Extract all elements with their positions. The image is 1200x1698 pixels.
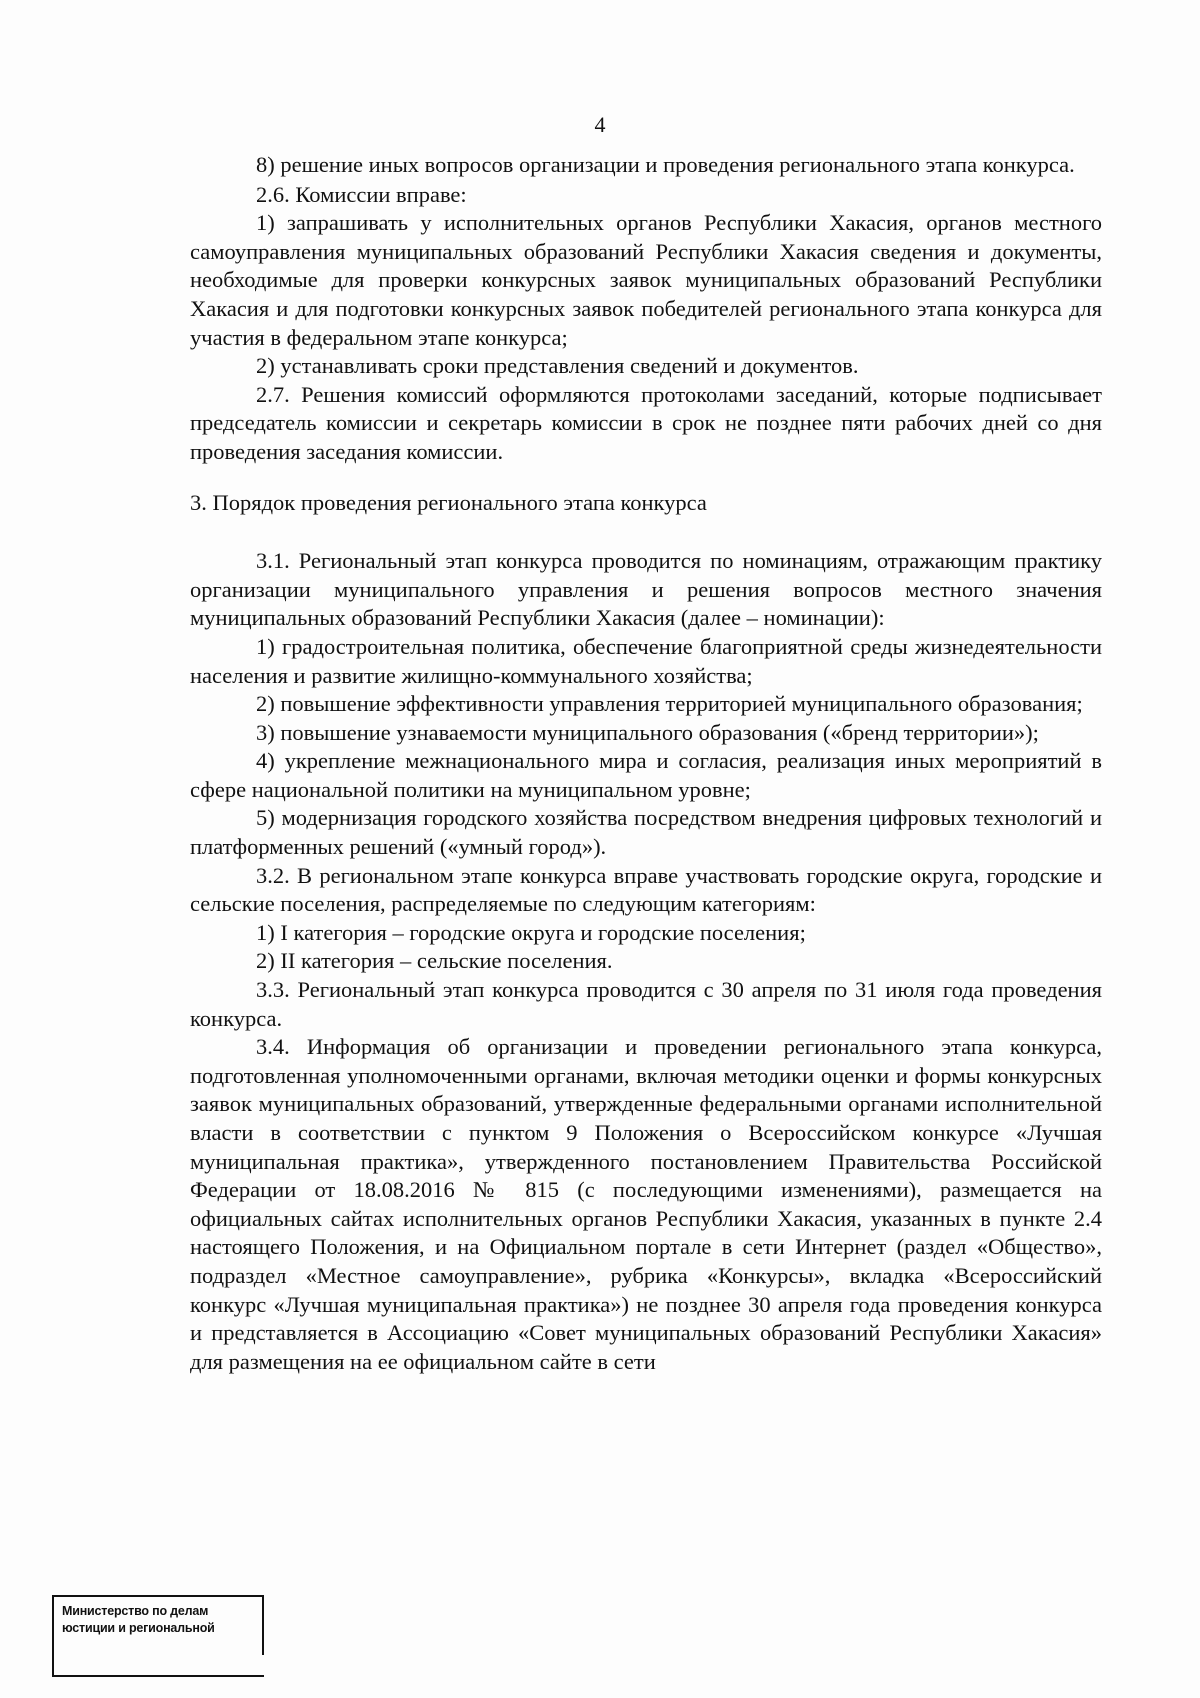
paragraph-2-7: 2.7. Решения комиссий оформляются протоколами заседаний, которые подписывает председатель комиссии и секретарь комиссии в срок не позднее пяти рабочих дней со дня проведения заседания комиссии. <box>190 381 1102 464</box>
page-number: 4 <box>594 112 606 137</box>
paragraph-item-8: 8) решение иных вопросов организации и проведения регионального этапа конкурса. <box>256 152 1075 177</box>
stamp-line-2: юстиции и региональной <box>62 1621 215 1635</box>
paragraph-3-1: 3.1. Региональный этап конкурса проводится по номинациям, отражающим практику организации муниципального управления и решения вопросов местного значения муниципальных образований Республики Хакасия (далее – номинации): <box>190 548 1102 631</box>
document-body <box>190 151 1102 1376</box>
paragraph-2-6-item-1: 1) запрашивать у исполнительных органов Республики Хакасия, органов местного самоуправления муниципальных образований Республики Хакасия сведения и документы, необходимые для проверки конкурсных заявок муниципальных образований Республики Хакасия и для подготовки конкурсных заявок победителей регионального этапа конкурса для участия в федеральном этапе конкурса; <box>190 210 1102 350</box>
paragraph-3-3: 3.3. Региональный этап конкурса проводится с 30 апреля по 31 июля года проведения конкурса. <box>190 977 1102 1031</box>
ministry-stamp <box>52 1595 264 1677</box>
paragraph-2-6: 2.6. Комиссии вправе: <box>256 181 467 207</box>
category-item-2: 2) II категория – сельские поселения. <box>256 948 613 974</box>
paragraph-3-4: 3.4. Информация об организации и проведении регионального этапа конкурса, подготовленная уполномоченными органами, включая методики оценки и формы конкурсных заявок муниципальных образований, утвержденные федеральными органами исполнительной власти в соответствии с пунктом 9 Положения о Всероссийском конкурсе «Лучшая муниципальная практика», утвержденного постановлением Правительства Российской Федерации от 18.08.2016 № 815 (с последующими изменениями), размещается на официальных сайтах исполнительных органов Республики Хакасия, указанных в пункте 2.4 настоящего Положения, и на Официальном портале в сети Интернет (раздел «Общество», подраздел «Местное самоуправление», рубрика «Конкурсы», вкладка «Всероссийский конкурс «Лучшая муниципальная практика») не позднее 30 апреля года проведения конкурса и представляется в Ассоциацию «Совет муниципальных образований Республики Хакасия» для размещения на ее официальном сайте в сети <box>190 1034 1102 1374</box>
section-heading: 3. Порядок проведения регионального этапа конкурса <box>190 489 707 515</box>
category-item-1: 1) I категория – городские округа и городские поселения; <box>256 919 806 945</box>
nomination-item-3: 3) повышение узнаваемости муниципального образования («бренд территории»); <box>256 719 1039 745</box>
paragraph-2-6-item-2: 2) устанавливать сроки представления сведений и документов. <box>256 353 859 379</box>
nomination-item-4: 4) укрепление межнационального мира и согласия, реализация иных мероприятий в сфере национальной политики на муниципальном уровне; <box>190 748 1102 802</box>
nomination-item-5: 5) модернизация городского хозяйства посредством внедрения цифровых технологий и платформенных решений («умный город»). <box>190 805 1102 860</box>
nomination-item-2: 2) повышение эффективности управления территорией муниципального образования; <box>256 691 1083 717</box>
nomination-item-1: 1) градостроительная политика, обеспечение благоприятной среды жизнедеятельности населения и развитие жилищно-коммунального хозяйства; <box>190 633 1102 688</box>
paragraph-3-2: 3.2. В региональном этапе конкурса вправе участвовать городские округа, городские и сельские поселения, распределяемые по следующим категориям: <box>190 862 1102 917</box>
stamp-line-1: Министерство по делам <box>62 1604 209 1618</box>
stamp-border <box>262 1595 264 1655</box>
